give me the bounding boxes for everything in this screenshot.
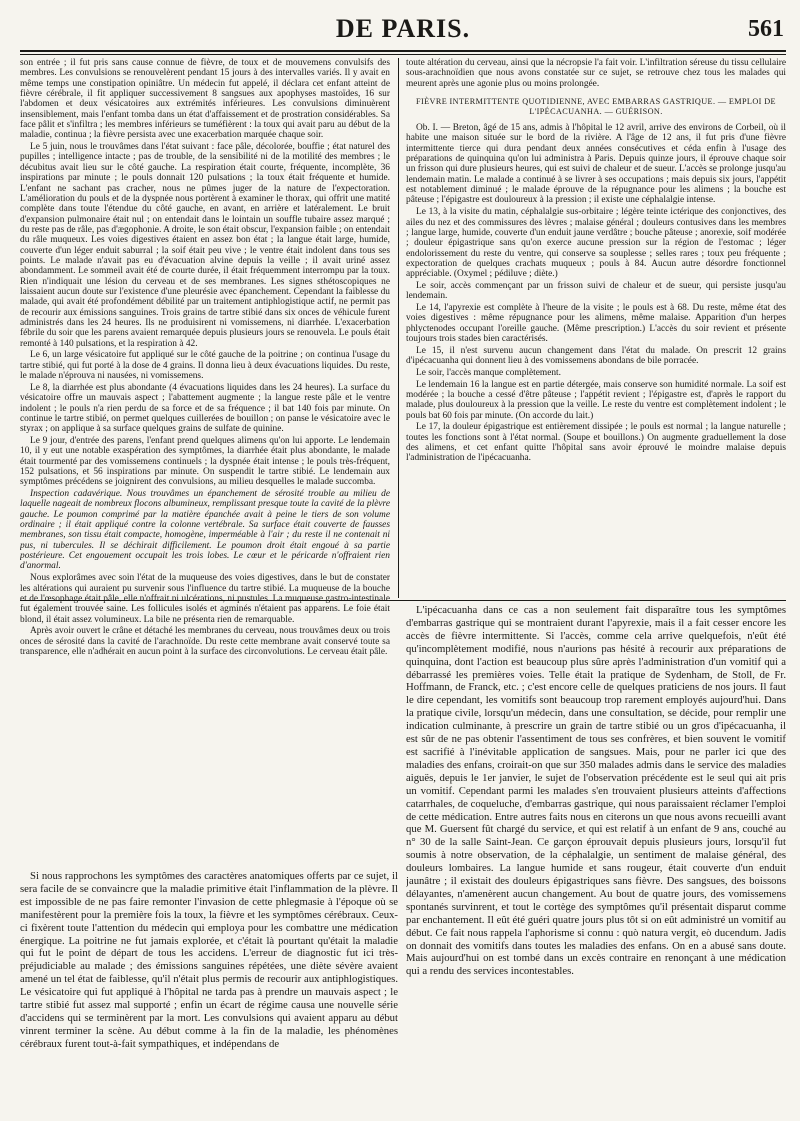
paragraph: Le soir, l'accès manque complètement.: [416, 367, 562, 378]
page-header: [20, 8, 786, 48]
paragraph: Le 13, à la visite du matin, céphalalgie sus-orbitaire ; légère teinte ictérique des conjonctives, des ailes du nez et des commissures des lèvres ; malaise général ; douleurs contusives dans les membres ; langue large, humide, couverte d'un enduit jaune verdâtre ; bouche pâteuse ; anorexie, soif modérée ; douleur épigastrique sans qu'on exerce aucune pression sur la région de l'estomac ; léger endolorissement du reste du ventre, qui conserve sa souplesse ; selles rares ; toux peu fréquente ; expectoration de quelques crachats muqueux ; pouls à 84. Aucun autre désordre fonctionnel appréciable. (Oxymel ; pédiluve ; diète.): [406, 207, 786, 280]
right-top-column: [406, 58, 786, 598]
left-bottom-column: [20, 870, 398, 1105]
paragraph-observation: Ob. I. — Breton, âgé de 15 ans, admis à l'hôpital le 12 avril, arrive des environs de Corbeil, où il habite une maison située sur le bord de la rivière. A l'âge de 12 ans, il fut pris d'une fièvre intermittente tierce qui dura pendant deux années consécutives et céda enfin à l'usage des préparations de quinquina qu'on lui administra à Paris. Depuis quinze jours, il éprouve chaque soir un frisson qui dure plusieurs heures, qui est suivi de chaleur et de sueur. L'accès se prolonge jusqu'au lendemain matin. Le malade a continué à se livrer à ses occupations ; mais depuis six jours, l'appétit est notablement diminué ; le malade éprouve de la répugnance pour les alimens ; la bouche est pâteuse ; l'épigastre est douloureux à la pression ; il existe une céphalalgie intense.: [406, 123, 786, 206]
column-divider: [398, 58, 399, 598]
paragraph: toute altération du cerveau, ainsi que la nécropsie l'a fait voir. L'infiltration séreuse du tissu cellulaire sous-arachnoïdien que nous avons constatée sur ce sujet, se retrouve chez tous les malades qui meurent après une agonie plus ou moins prolongée.: [406, 58, 786, 89]
header-rule-thin: [20, 54, 786, 55]
paragraph: Nous explorâmes avec soin l'état de la muqueuse des voies digestives, dans le but de constater les altérations qui auraient pu survenir sous l'influence du tartre stibié. La muqueuse de la bouche et de l'œsophage était pâle, elle n'offrait ni ulcérations, ni pustules. La muqueuse gastro-intestinale fut également trouvée saine. Les follicules isolés et agminés n'étaient pas apparens. Le foie était blond, il était assez volumineux. La bile ne présenta rien de remarquable.: [20, 573, 390, 625]
paragraph: Le 15, il n'est survenu aucun changement dans l'état du malade. On prescrit 12 grains d'ipécacuanha qui donnent lieu à des vomissemens abondans de bile porracée.: [406, 345, 786, 367]
paragraph: Le 8, la diarrhée est plus abondante (4 évacuations liquides dans les 24 heures). La surface du vésicatoire offre un mauvais aspect ; l'abattement augmente ; la langue reste pâle et le ventre indolent ; le pouls n'a rien perdu de sa force et de sa fréquence ; il bat 140 fois par minute. On continue le tartre stibié, on permet quelques cuillerées de bouillon ; on panse le vésicatoire avec le styrax ; on applique à sa surface quelques grains de sulfate de quinine.: [20, 382, 390, 435]
page-number: 561: [748, 16, 784, 42]
section-heading: FIÈVRE INTERMITTENTE QUOTIDIENNE, AVEC EMBARRAS GASTRIQUE. — EMPLOI DE L'IPÉCACUANHA. — GUÉRISON.: [416, 97, 776, 117]
paragraph: Le 17, la douleur épigastrique est entièrement dissipée ; le pouls est normal ; la langue naturelle ; toutes les fonctions sont à l'état normal. (Soupe et bouillons.) On augmente graduellement la dose des alimens, et cet enfant quitte l'hôpital sans avoir éprouvé le moindre malaise depuis l'administration de l'ipécacuanha.: [406, 422, 786, 464]
page-title: DE PARIS.: [335, 14, 471, 43]
right-bottom-column: [406, 604, 786, 1104]
paragraph: Le 14, l'apyrexie est complète à l'heure de la visite ; le pouls est à 68. Du reste, même état des voies digestives : même répugnance pour les alimens, même malaise. Apparition d'un herpes phlyctenodes occupant l'oreille gauche. (Même prescription.) L'accès du soir revient et présente toujours trois stades bien caractérisés.: [406, 303, 786, 345]
paragraph: Si nous rapprochons les symptômes des caractères anatomiques offerts par ce sujet, il sera facile de se convaincre que la maladie primitive était l'inflammation de la plèvre. Il est impossible de ne pas faire remonter l'invasion de cette phlegmasie à l'époque où se manifestèrent pour la première fois la toux, la fièvre et les symptômes cérébraux. Ceux-ci fixèrent toute l'attention du médecin qui employa pour les combattre une médication énergique. La poitrine ne fut jamais explorée, et c'était là pourtant qu'était la maladie qui fut le point de départ de tous les accidens. L'erreur de diagnostic fut ici très-préjudiciable au malade ; des émissions sanguines répétées, une diète sévère avaient amené un tel état de faiblesse, qu'il n'était plus permis de recourir aux antiphlogistiques. Le vésicatoire qui fut appliqué à l'hôpital ne tarda pas à prendre un mauvais aspect ; le tartre stibié fut assez mal supporté ; enfin un écart de régime causa une nouvelle série d'accidens qui se terminèrent par la mort. Les convulsions qui avaient apparu au début vinrent terminer la scène. Au début comme à la fin de la maladie, les phénomènes cérébraux furent tout-à-fait sympathiques, et indépendans de: [20, 870, 398, 1050]
paragraph: Le 5 juin, nous le trouvâmes dans l'état suivant : face pâle, décolorée, bouffie ; état naturel des pupilles ; intelligence intacte ; pas de trouble, de la sensibilité ni de la motilité des membres ; le décubitus avait lieu sur le côté gauche. La respiration était courte, fréquente, incomplète, 36 inspirations par minute ; le pouls donnait 120 pulsations ; la toux était fréquente et humide. L'enfant ne sachant pas cracher, nous ne pûmes juger de la nature de l'expectoration. L'amélioration du pouls et de la dyspnée nous portèrent à examiner le thorax, qui offrit une matité complète dans toute l'étendue du côté gauche, en avant, en arrière et latéralement. Le bruit d'expansion pulmonaire était nul ; on entendait dans le lointain un souffle tubaire assez marqué ; du reste pas de râle, pas d'ægophonie. A droite, le son était obscur, l'expansion faible ; on entendait du râle muqueux. Les voies digestives étaient en assez bon état ; la langue était large, humide, couverte d'un léger enduit saburral ; la soif était peu vive ; le ventre était indolent dans tous ses points. Le malade n'avait pas eu d'évacuation alvine depuis la veille ; il avait uriné assez abondamment. Le sommeil avait été de courte durée, il était fréquemment interrompu par la toux. Rien n'indiquait une lésion du cerveau et de ses membranes. Les signes sthétoscopiques ne laissaient aucun doute sur l'existence d'une pleurésie avec épanchement. Cependant la faiblesse du malade, qui avait été profondément débilité par un traitement antiphlogistique actif, ne permit pas de recourir aux émissions sanguines. Trois grains de tartre stibié dans six onces de véhicule furent administrés dans les 24 heures. Ils ne produisirent ni vomissemens, ni diarrhée. L'exacerbation fébrile du soir que les parens avaient remarquée depuis plusieurs jours se renouvela. Le pouls était remonté à 140 pulsations, et la respiration à 42.: [20, 142, 390, 349]
paragraph: Le soir, accès commençant par un frisson suivi de chaleur et de sueur, qui persiste jusqu'au lendemain.: [406, 280, 786, 302]
paragraph: L'ipécacuanha dans ce cas a non seulement fait disparaître tous les symptômes d'embarras gastrique qui se montraient durant l'apyrexie, mais il a fait cesser encore les accès de fièvre intermittente. Si l'accès, comme cela arrive quelquefois, n'eût été qu'incomplètement modifié, nous n'aurions pas hésité à recourir aux préparations de quinquina, dont l'action est beaucoup plus sûre après l'administration d'un vomitif qui a débarrassé les premières voies. Telle était la pratique de Sydenham, de Stoll, de Fr. Hoffmann, de Franck, etc. ; c'est encore celle de quelques praticiens de nos jours. Il faut le dire cependant, les vomitifs sont beaucoup trop rarement employés aujourd'hui. Dans la pratique civile, lorsqu'un médecin, dans une consultation, se décide, pour remplir une indication culminante, à prescrire un grain de tartre stibié ou un gros d'ipécacuanha, il est sûr de ne pas obtenir l'assentiment de tous ses confrères, et bien souvent le vomitif est sacrifié à l'inévitable application de sangsues. Mais, pour ne parler ici que des maladies des enfans, croirait-on que sur 350 malades admis dans le service des maladies aiguës, depuis le 1er janvier, le sujet de l'observation précédente est le seul qui ait pris un vomitif. Cependant parmi les malades s'en trouvaient plusieurs atteints d'affections catarrhales, de coqueluche, d'embarras gastrique, qui nous paraissaient réclamer l'emploi de cette médication. Entre autres faits nous en citerons un que nous avons recueilli avant que M. Guersent fût chargé du service, et qui est relatif à un enfant de 9 ans, couché au n° 30 de la salle Saint-Jean. Ce garçon éprouvait depuis plusieurs jours, lorsqu'il fut soumis à notre observation, de la céphalalgie, un sentiment de malaise général, des douleurs lombaires. La langue humide et sans rougeur, était couverte d'un enduit jaunâtre ; il existait des douleurs épigastriques sans fièvre. Des sangsues, des boissons délayantes, n'amenèrent aucun changement. Au bout de quatre jours, des vomissemens spontanés survinrent, et tout le cortège des symptômes qu'il présentait disparut comme par enchantement. Il eût été guéri quatre jours plus tôt si on eût administré un vomitif au début. Ce fait nous rappela l'aphorisme si connu : quò natura vergit, eò ducendum. Jadis on donnait des vomitifs dans toutes les maladies des enfans. On en a abusé sans doute. Mais aujourd'hui on est tombé dans un excès contraire en renonçant à une médication qui a rendu des services incontestables.: [406, 604, 786, 978]
paragraph-autopsy: Inspection cadavérique. Nous trouvâmes un épanchement de sérosité trouble au milieu de laquelle nageait de nombreux flocons albumineux, remplissant presque toute la cavité de la plèvre gauche. Le poumon comprimé par la matière épanchée avait à peine le tiers de son volume ordinaire ; il était appliqué contre la colonne vertébrale. Sa surface était couverte de fausses membranes, son tissu était compacte, homogène, imperméable à l'air ; du reste il ne contenait ni pus, ni tubercules. Il se déchirait difficilement. Le poumon droit était engoué à sa partie postérieure. Cet engouement occupait les trois lobes. Le cœur et le péricarde n'offraient rien d'anormal.: [20, 489, 390, 572]
paragraph: Après avoir ouvert le crâne et détaché les membranes du cerveau, nous trouvâmes deux ou trois onces de sérosité dans la cavité de l'arachnoïde. Du reste cette membrane avait conservé toute sa transparence, elle n'adhérait en aucun point à la surface des circonvolutions. Le cerveau était pâle.: [20, 626, 390, 657]
header-rule: [20, 50, 786, 52]
left-column: [20, 58, 390, 866]
paragraph: son entrée ; il fut pris sans cause connue de fièvre, de toux et de mouvemens convulsifs des membres. Les convulsions se renouvelèrent pendant 15 jours à des intervalles variés. Il y avait en même temps une constipation opiniâtre. Un médecin fut appelé, il déclara cet enfant atteint de fièvre cérébrale, il fit appliquer successivement 8 sangsues aux apophyses mastoïdes, 16 sur l'abdomen et deux vésicatoires aux extrémités inférieures. Les convulsions diminuèrent insensiblement, mais l'enfant tomba dans un état d'affaissement et de prostration considérables. Sa face pâlit et s'infiltra ; les membres inférieurs se tuméfièrent : la toux qui avait paru au début de la maladie, continua ; la fièvre persista avec une exacerbation marquée chaque soir.: [20, 58, 390, 141]
paragraph: Le lendemain 16 la langue est en partie détergée, mais conserve son humidité normale. La soif est modérée ; la bouche a cessé d'être pâteuse ; l'appétit revient ; l'épigastre est, d'après le rapport du malade, plus douloureux à la pression que la veille. Le reste du ventre est complètement indolent ; le pouls bat 60 fois par minute. (On accorde du lait.): [406, 379, 786, 421]
paragraph: Le 6, un large vésicatoire fut appliqué sur le côté gauche de la poitrine ; on continua l'usage du tartre stibié, qui fut porté à la dose de 4 grains. Il donna lieu à deux évacuations liquides. Du reste, le malade n'éprouva ni nausées, ni vomissemens.: [20, 350, 390, 382]
paragraph: Le 9 jour, d'entrée des parens, l'enfant prend quelques alimens qu'on lui apporte. Le lendemain 10, il y eut une notable exaspération des symptômes, la diarrhée était plus abondante, le malade était tourmenté par des vomissemens continuels ; la dyspnée était intense ; le pouls très-fréquent, 152 pulsations, et 56 inspirations par minute. On suspendit le tartre stibié. Le lendemain aux symptômes précédens se joignirent des convulsions, au milieu desquelles le malade succomba.: [20, 435, 390, 488]
